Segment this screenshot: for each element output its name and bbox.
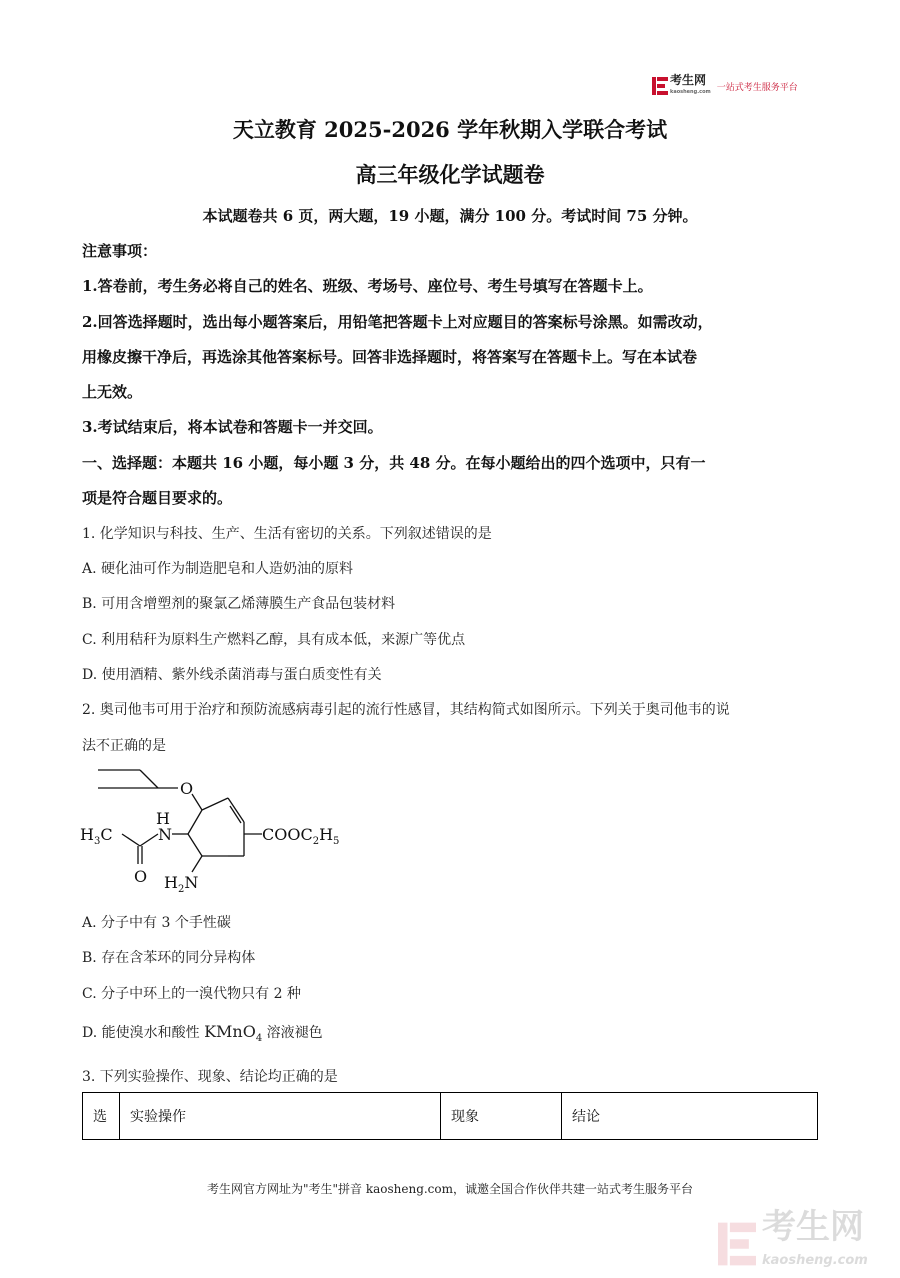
section-heading: 一、选择题：本题共 16 小题，每小题 3 分，共 48 分。在每小题给出的四个选项中，只有一 <box>82 454 706 472</box>
oseltamivir-structure <box>78 760 368 900</box>
question-2-stem: 2. 奥司他韦可用于治疗和预防流感病毒引起的流行性感冒，其结构简式如图所示。下列关于奥司他韦的说 <box>82 702 730 718</box>
logo-name: 考生网 <box>670 73 707 87</box>
question-1-option-c: C. 利用秸秆为原料生产燃料乙醇，具有成本低，来源广等优点 <box>82 632 466 648</box>
option-d-prefix: D. 能使溴水和酸性 <box>82 1025 205 1041</box>
amide-h-label: H <box>156 809 170 828</box>
question-1-option-b: B. 可用含增塑剂的聚氯乙烯薄膜生产食品包装材料 <box>82 596 396 612</box>
question-2-stem-cont: 法不正确的是 <box>82 738 166 754</box>
watermark <box>718 1207 868 1278</box>
table-header-conclusion: 结论 <box>562 1093 818 1140</box>
page-footer: 考生网官方网址为"考生"拼音 kaosheng.com，诚邀全国合作伙伴共建一站式考生服务平台 <box>206 1182 694 1196</box>
methyl-label: $H_3C$ <box>80 825 113 847</box>
amino-label: $H_2N$ <box>164 873 199 895</box>
watermark-text <box>762 1207 868 1278</box>
table-header-row <box>83 1093 818 1140</box>
section-heading-cont: 项是符合题目要求的。 <box>82 489 233 507</box>
logo-brand <box>670 74 711 98</box>
kmno4-formula: KMnO <box>204 1022 256 1041</box>
amide-n-label: N <box>158 825 172 844</box>
kmno4-subscript: 4 <box>255 1032 263 1044</box>
header-logo[interactable] <box>652 74 798 98</box>
question-2-option-b: B. 存在含苯环的同分异构体 <box>82 950 256 966</box>
kaosheng-logo-icon <box>652 77 668 95</box>
table-header-operation: 实验操作 <box>120 1093 441 1140</box>
question-3-stem: 3. 下列实验操作、现象、结论均正确的是 <box>82 1069 338 1085</box>
question-1-stem: 1. 化学知识与科技、生产、生活有密切的关系。下列叙述错误的是 <box>82 526 492 542</box>
table-header-phenomenon: 现象 <box>441 1093 562 1140</box>
logo-domain: kaosheng.com <box>670 89 711 95</box>
option-d-suffix: 溶液褪色 <box>262 1025 323 1041</box>
notice-item: 上无效。 <box>82 383 143 401</box>
logo-slogan: 一站式考生服务平台 <box>716 82 798 93</box>
question-2-option-a: A. 分子中有 3 个手性碳 <box>82 915 231 931</box>
experiment-table <box>82 1092 818 1140</box>
watermark-name: 考生网 <box>762 1207 864 1247</box>
table-header-option: 选 <box>83 1093 120 1140</box>
question-2-option-c: C. 分子中环上的一溴代物只有 2 种 <box>82 986 301 1002</box>
question-1-option-a: A. 硬化油可作为制造肥皂和人造奶油的原料 <box>82 561 354 577</box>
page-subtitle: 高三年级化学试题卷 <box>355 162 545 187</box>
question-1-option-d: D. 使用酒精、紫外线杀菌消毒与蛋白质变性有关 <box>82 667 382 683</box>
notice-item: 3.考试结束后，将本试卷和答题卡一并交回。 <box>82 418 383 436</box>
notice-item: 2.回答选择题时，选出每小题答案后，用铅笔把答题卡上对应题目的答案标号涂黑。如需改动， <box>82 313 713 331</box>
carbonyl-oxygen-label: O <box>134 867 148 886</box>
ester-label: $COOC_2H_5$ <box>262 825 340 847</box>
question-2-option-d <box>82 1022 323 1044</box>
page-title: 天立教育 2025-2026 学年秋期入学联合考试 <box>232 117 668 142</box>
notice-item: 用橡皮擦干净后，再选涂其他答案标号。回答非选择题时，将答案写在答题卡上。写在本试卷 <box>82 348 698 366</box>
notice-item: 1.答卷前，考生务必将自己的姓名、班级、考场号、座位号、考生号填写在答题卡上。 <box>82 277 653 295</box>
watermark-domain: kaosheng.com <box>762 1253 868 1268</box>
ether-oxygen-label: O <box>180 779 194 798</box>
watermark-logo-icon <box>718 1222 756 1266</box>
exam-info: 本试题卷共 6 页，两大题，19 小题，满分 100 分。考试时间 75 分钟。 <box>202 207 698 225</box>
notice-heading: 注意事项： <box>82 242 158 260</box>
